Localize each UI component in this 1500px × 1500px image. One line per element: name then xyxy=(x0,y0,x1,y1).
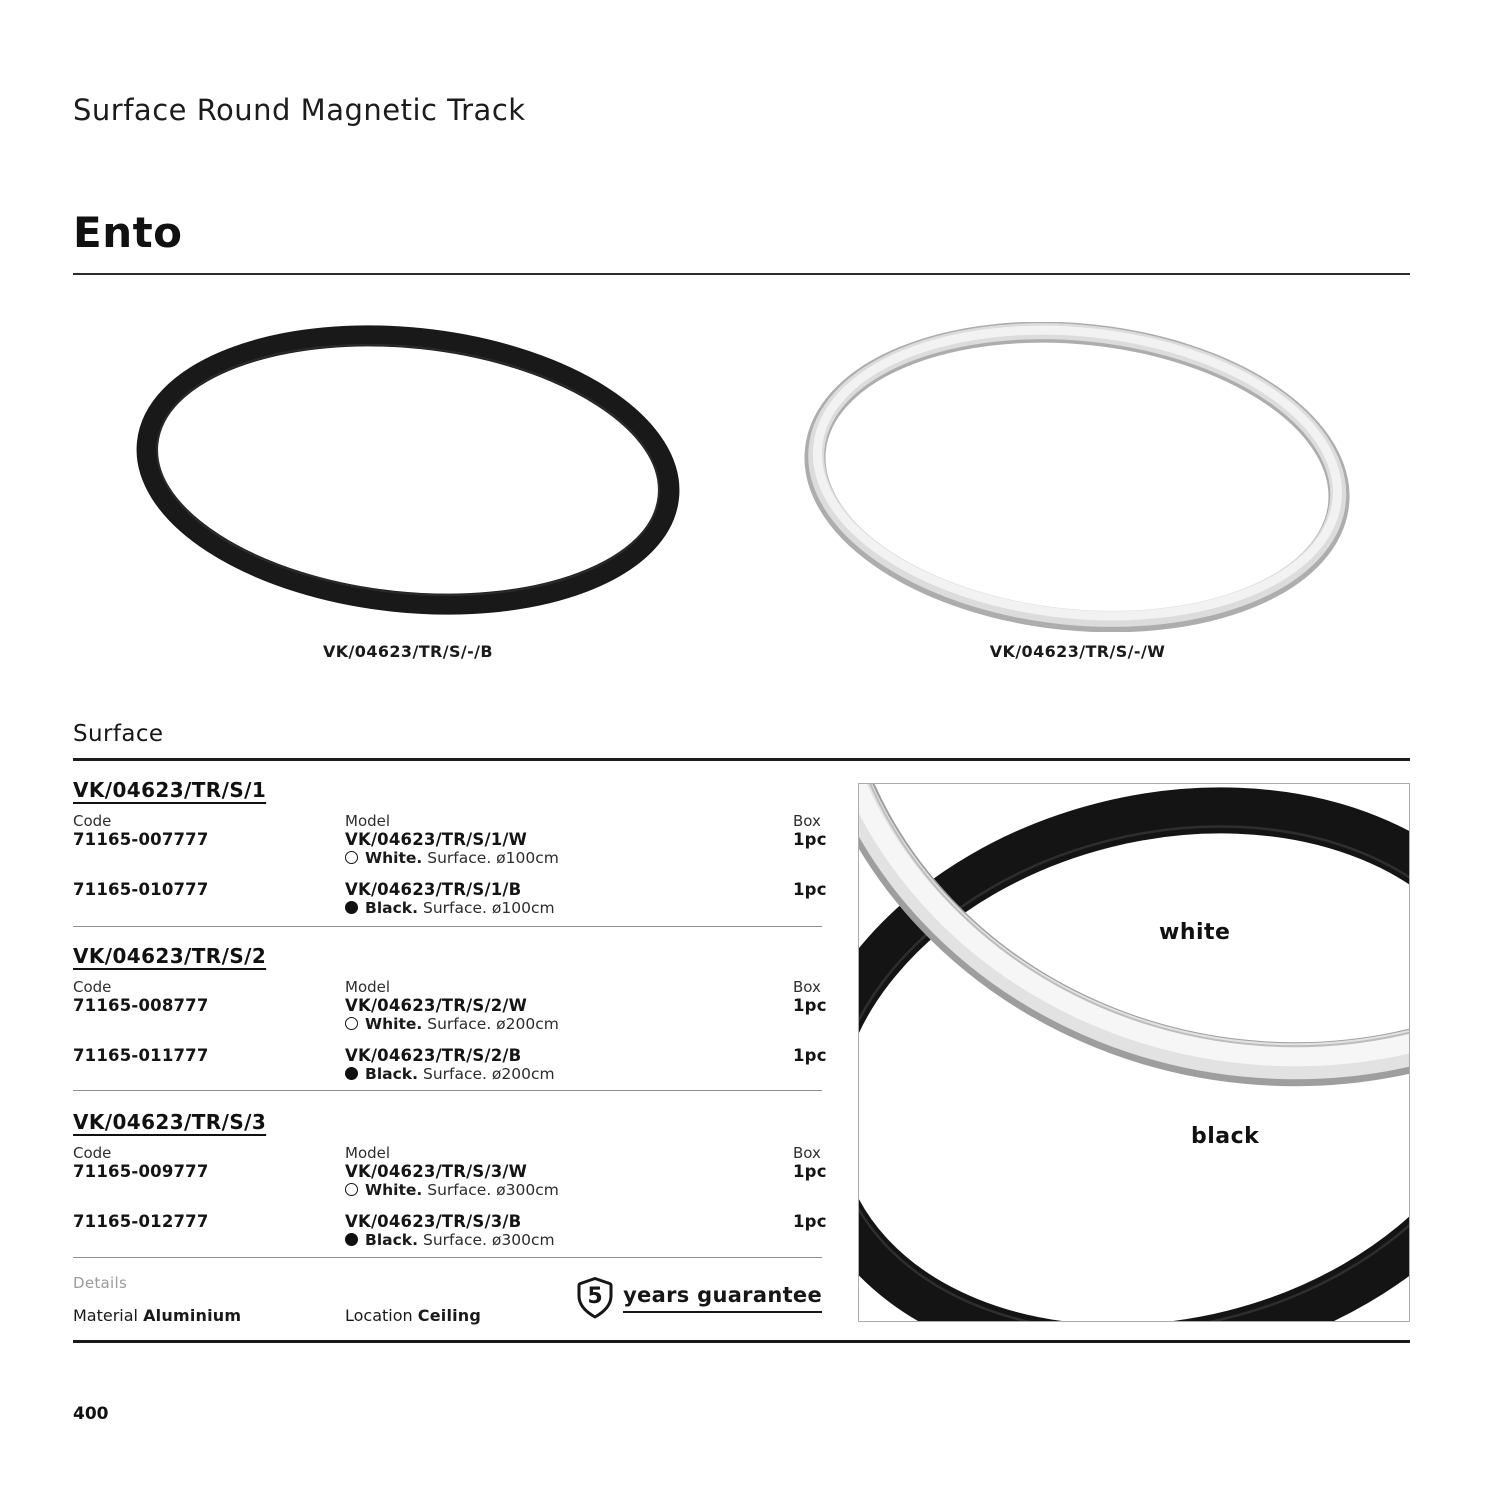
color-name: White. xyxy=(365,1015,423,1033)
hero-image-black xyxy=(133,322,683,622)
page-title: Ento xyxy=(73,208,183,257)
variant-spec: Surface. ø200cm xyxy=(422,1065,555,1083)
section-rule xyxy=(73,758,1410,761)
header-code: Code xyxy=(73,812,112,830)
label-black: black xyxy=(1191,1124,1260,1149)
details-section xyxy=(73,1272,822,1340)
box-value: 1pc xyxy=(793,1046,827,1065)
variant-description xyxy=(345,1065,555,1083)
model-value: VK/04623/TR/S/3/W xyxy=(345,1162,528,1181)
code-value: 71165-007777 xyxy=(73,830,209,849)
header-code: Code xyxy=(73,1144,112,1162)
section-title: Surface xyxy=(73,721,164,747)
model-value: VK/04623/TR/S/1/B xyxy=(345,880,522,899)
variant-description xyxy=(345,899,555,917)
color-name: Black. xyxy=(365,1231,418,1249)
variant-spec: Surface. ø300cm xyxy=(422,1231,555,1249)
product-group-3 xyxy=(73,1110,827,1258)
label-white: white xyxy=(1159,920,1231,945)
black-swatch-icon xyxy=(345,1233,358,1246)
group-title: VK/04623/TR/S/3 xyxy=(73,1110,267,1134)
code-value: 71165-009777 xyxy=(73,1162,209,1181)
black-ring-image xyxy=(133,322,683,622)
hero-image-white xyxy=(800,322,1355,632)
material-value: Aluminium xyxy=(143,1306,242,1325)
code-value: 71165-008777 xyxy=(73,996,209,1015)
product-group-2 xyxy=(73,944,827,1091)
header-model: Model xyxy=(345,812,391,830)
variant-spec: Surface. ø100cm xyxy=(422,899,555,917)
guarantee-text: years guarantee xyxy=(623,1283,822,1313)
white-ring-image xyxy=(800,322,1355,632)
model-value: VK/04623/TR/S/1/W xyxy=(345,830,528,849)
guarantee-shield-icon xyxy=(576,1276,614,1320)
box-value: 1pc xyxy=(793,1162,827,1181)
black-swatch-icon xyxy=(345,1067,358,1080)
group-title: VK/04623/TR/S/1 xyxy=(73,778,267,802)
location-label: Location xyxy=(345,1306,413,1325)
variant-description xyxy=(345,1231,555,1249)
hero-caption-white: VK/04623/TR/S/-/W xyxy=(989,642,1166,661)
color-name: White. xyxy=(365,849,423,867)
white-swatch-icon xyxy=(345,1017,358,1030)
rings-detail-image xyxy=(859,784,1409,1321)
model-value: VK/04623/TR/S/2/W xyxy=(345,996,528,1015)
group-title: VK/04623/TR/S/2 xyxy=(73,944,267,968)
material-label: Material xyxy=(73,1306,138,1325)
details-label: Details xyxy=(73,1274,128,1292)
box-value: 1pc xyxy=(793,830,827,849)
detail-image-box xyxy=(858,783,1410,1322)
svg-text:5: 5 xyxy=(587,1284,603,1309)
model-value: VK/04623/TR/S/2/B xyxy=(345,1046,522,1065)
box-value: 1pc xyxy=(793,996,827,1015)
product-group-1 xyxy=(73,778,827,927)
black-swatch-icon xyxy=(345,901,358,914)
white-swatch-icon xyxy=(345,851,358,864)
variant-description xyxy=(345,1015,559,1033)
variant-description xyxy=(345,1181,559,1199)
location-spec xyxy=(345,1306,481,1325)
color-name: Black. xyxy=(365,899,418,917)
header-code: Code xyxy=(73,978,112,996)
box-value: 1pc xyxy=(793,880,827,899)
location-value: Ceiling xyxy=(417,1306,482,1325)
box-value: 1pc xyxy=(793,1212,827,1231)
header-box: Box xyxy=(793,1144,821,1162)
variant-spec: Surface. ø300cm xyxy=(427,1181,559,1199)
page-number: 400 xyxy=(73,1404,109,1424)
white-swatch-icon xyxy=(345,1183,358,1196)
code-value: 71165-012777 xyxy=(73,1212,209,1231)
guarantee-badge xyxy=(576,1276,822,1320)
category-title: Surface Round Magnetic Track xyxy=(73,93,526,127)
variant-spec: Surface. ø100cm xyxy=(427,849,559,867)
header-box: Box xyxy=(793,978,821,996)
bottom-rule xyxy=(73,1340,1410,1343)
color-name: Black. xyxy=(365,1065,418,1083)
header-model: Model xyxy=(345,1144,391,1162)
header-box: Box xyxy=(793,812,821,830)
model-value: VK/04623/TR/S/3/B xyxy=(345,1212,522,1231)
variant-description xyxy=(345,849,559,867)
header-model: Model xyxy=(345,978,391,996)
variant-spec: Surface. ø200cm xyxy=(427,1015,559,1033)
code-value: 71165-011777 xyxy=(73,1046,209,1065)
code-value: 71165-010777 xyxy=(73,880,209,899)
title-rule xyxy=(73,273,1410,275)
hero-caption-black: VK/04623/TR/S/-/B xyxy=(322,642,494,661)
material-spec xyxy=(73,1306,241,1325)
color-name: White. xyxy=(365,1181,423,1199)
